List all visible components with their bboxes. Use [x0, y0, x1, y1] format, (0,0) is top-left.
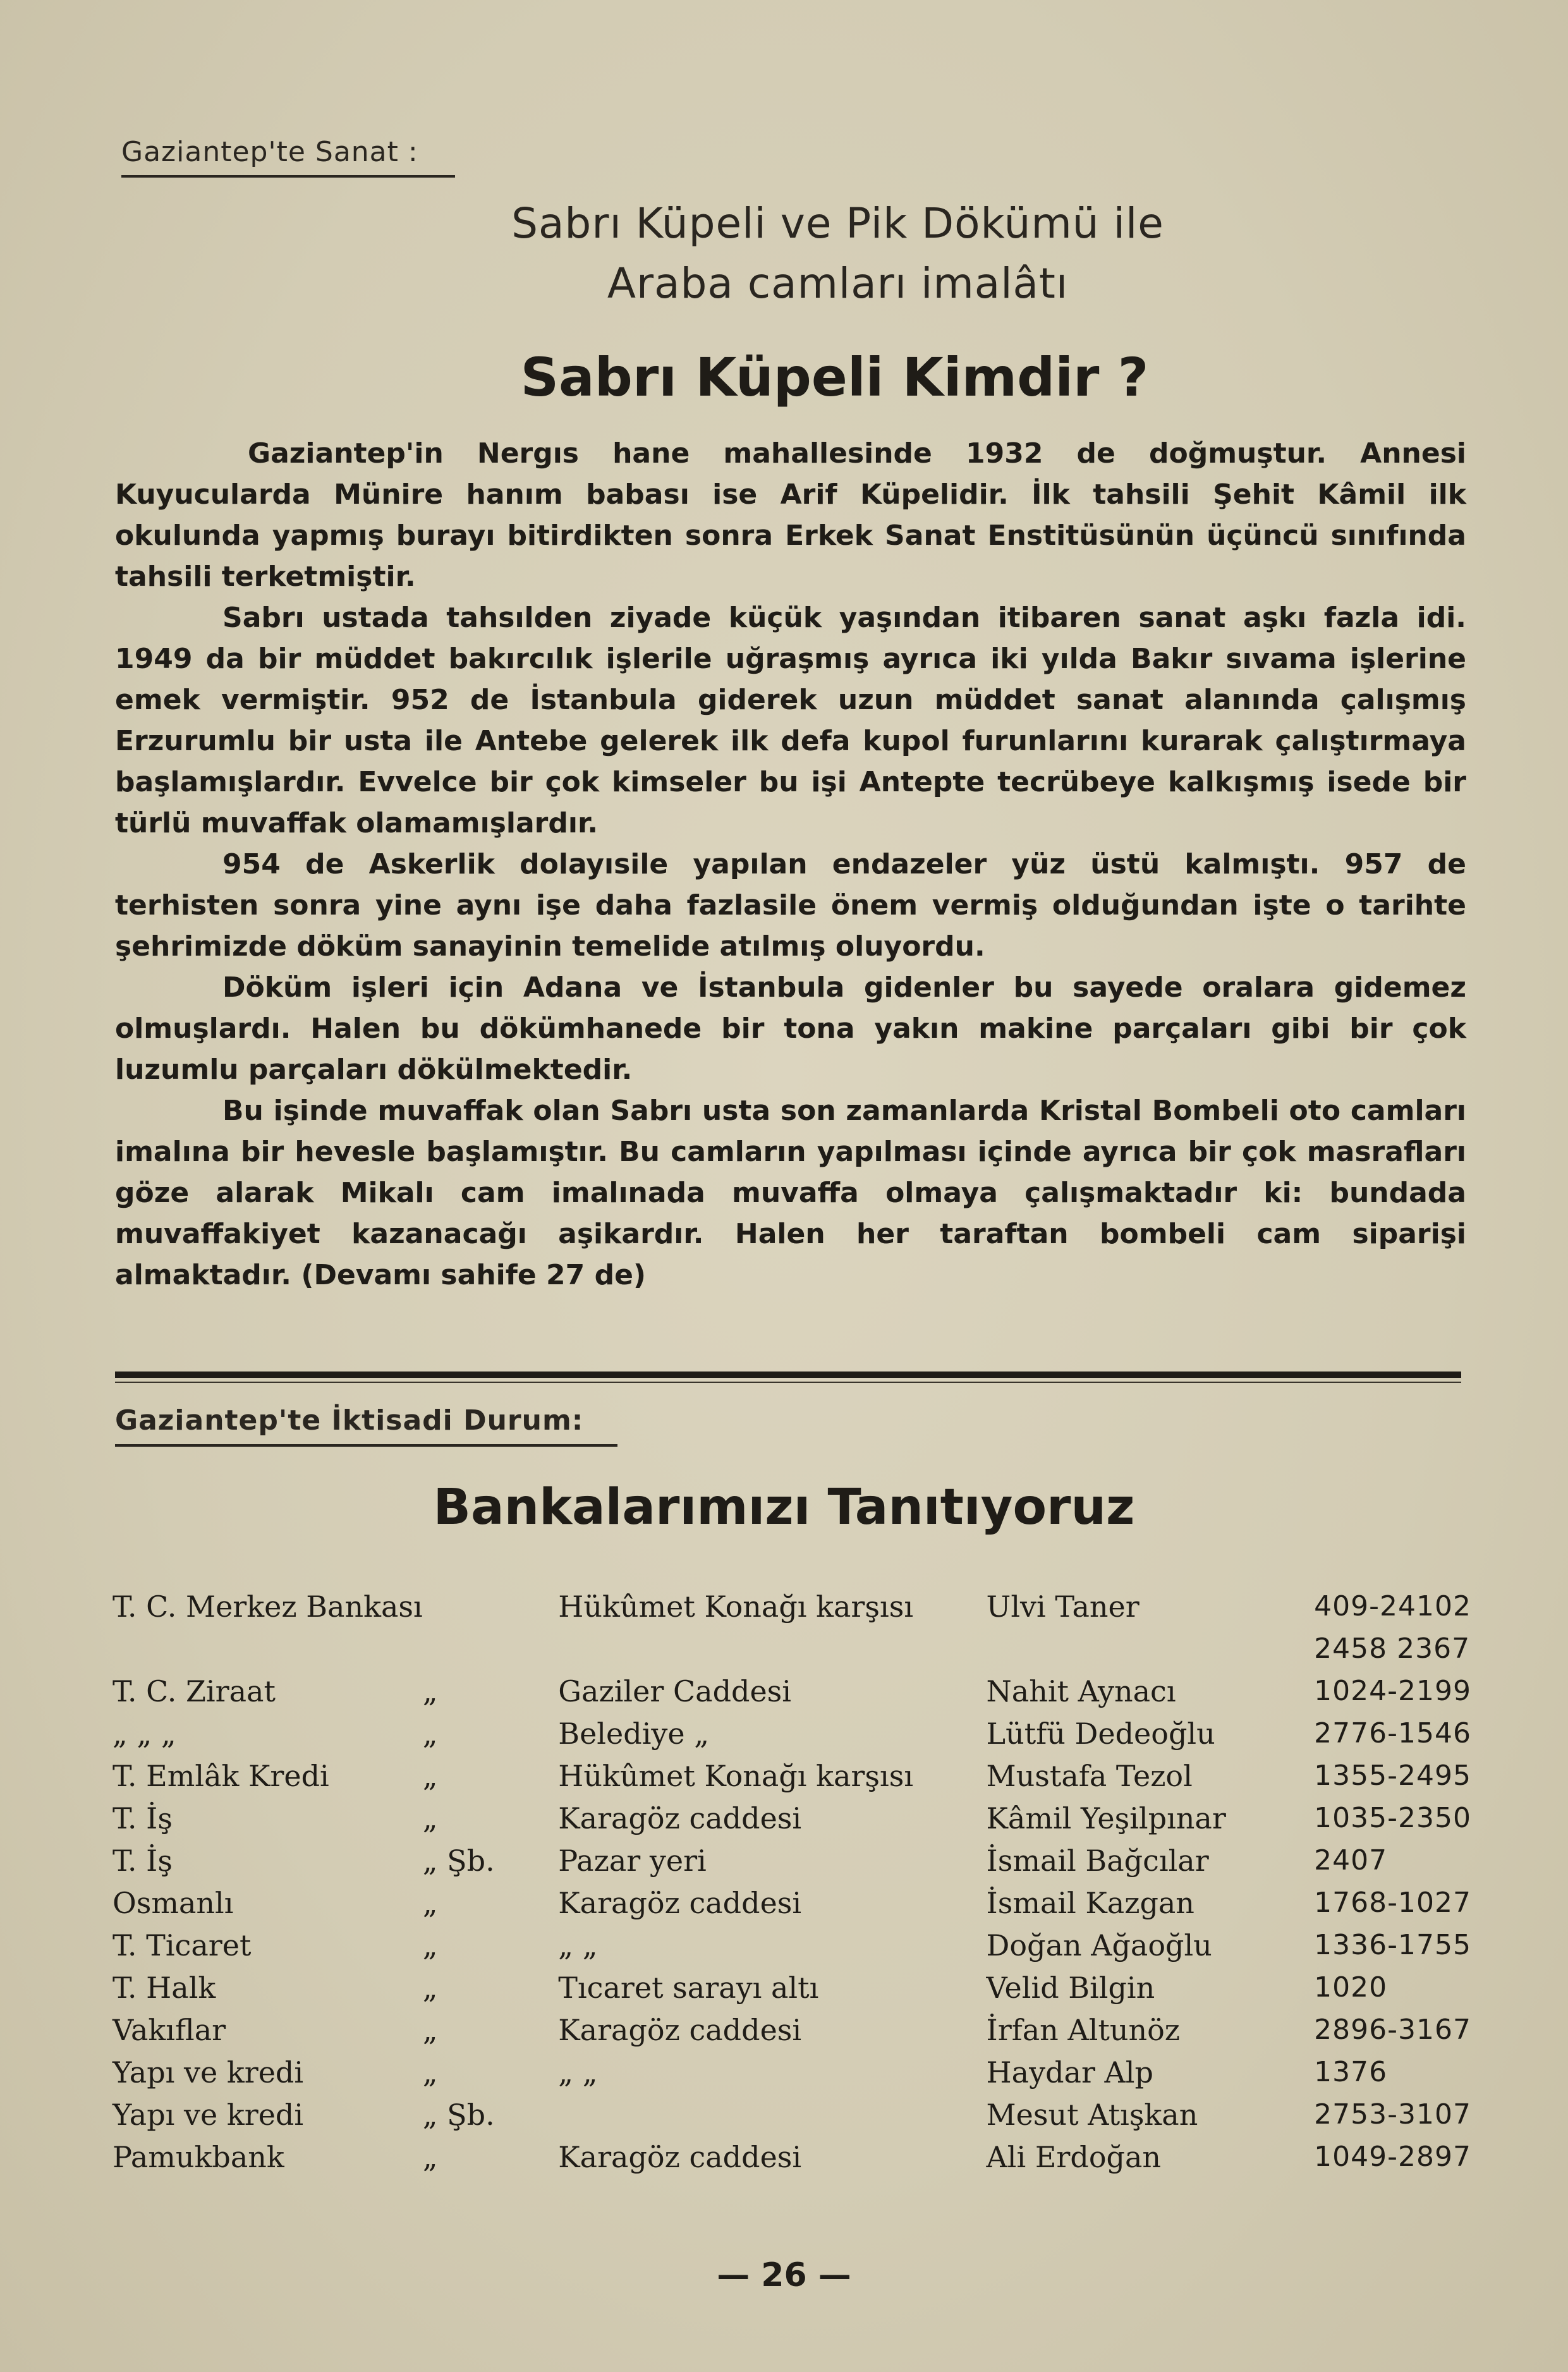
table-row [112, 1966, 1471, 2009]
ditto-mark-cell: „ [422, 1758, 438, 1793]
banks-title: Bankalarımızı Tanıtıyoruz [433, 1479, 1135, 1536]
bank-manager-cell: İsmail Kazgan [986, 1885, 1194, 1920]
section-label-economy: Gaziantep'te İktisadi Durum: [115, 1404, 584, 1437]
headline-line-2: Araba camları imalâtı [607, 259, 1069, 308]
bank-phone-cell: 409-24102 [1314, 1590, 1471, 1622]
table-row [112, 1670, 1471, 1712]
ditto-mark-cell [423, 1585, 559, 1627]
bank-manager-cell: Mesut Atışkan [986, 2097, 1198, 2132]
bank-manager-cell: Kâmil Yeşilpınar [986, 1801, 1226, 1835]
bank-manager-cell: Haydar Alp [986, 2055, 1153, 2089]
bank-address-cell [558, 2093, 986, 2136]
article-body [115, 433, 1466, 1296]
ditto-mark-cell: „ Şb. [422, 1843, 495, 1878]
table-row [112, 2051, 1471, 2093]
bank-address-cell: „ „ [558, 1928, 598, 1962]
bank-name-cell: Vakıflar [112, 2012, 226, 2047]
ditto-mark-cell: „ [422, 2012, 438, 2047]
bank-phone-cell: 1336-1755 [1314, 1929, 1471, 1961]
bank-name-cell: Pamukbank [112, 2139, 284, 2174]
bank-phone-cell: 2407 [1314, 1844, 1388, 1876]
section-label-underline [121, 175, 455, 178]
bank-name-cell: Osmanlı [112, 1885, 234, 1920]
ditto-mark-cell: „ [422, 2055, 438, 2089]
ditto-mark-cell: „ [422, 1716, 438, 1751]
table-row [112, 1839, 1471, 1882]
article-paragraph: Bu işinde muvaffak olan Sabrı usta son zamanlarda Kristal Bombeli oto camları imalına bir hevesle başlamıştır. Bu camların yapılması içinde ayrıca bir çok masrafları göze alarak Mikalı cam imalınada muvaffa olmaya çalışmaktadır ki: bundada muvaffakiyet kazanacağı aşikardır. Halen her taraftan bombeli cam siparişi almaktadır. (Devamı sahife 27 de) [115, 1095, 1466, 1291]
table-row [112, 1585, 1471, 1627]
bank-name-cell: T. C. Ziraat [112, 1674, 276, 1708]
section-label-art: Gaziantep'te Sanat : [121, 136, 418, 168]
bank-name-cell [112, 1627, 423, 1670]
table-row [112, 1627, 1471, 1670]
article-paragraph: 954 de Askerlik dolayısile yapılan endazeler yüz üstü kalmıştı. 957 de terhisten sonra yine aynı işe daha fazlasile önem vermiş olduğundan işte o tarihte şehrimizde döküm sanayinin temelide atılmış oluyordu. [115, 848, 1466, 963]
ditto-mark-cell: „ [422, 1928, 438, 1962]
ditto-mark-cell [423, 1627, 559, 1670]
table-row [112, 1882, 1471, 1924]
table-row [112, 1924, 1471, 1966]
bank-name-cell: T. İş [112, 1801, 173, 1835]
article-paragraph: Sabrı ustada tahsılden ziyade küçük yaşından itibaren sanat aşkı fazla idi. 1949 da bir müddet bakırcılık işlerile uğraşmış ayrıca iki yılda Bakır sıvama işlerine emek vermiştir. 952 de İstanbula giderek uzun müddet sanat alanında çalışmış Erzurumlu bir usta ile Antebe gelerek ilk defa kupol furunlarını kurarak çalıştırmaya başlamışlardır. Evvelce bir çok kimseler bu işi Antepte tecrübeye kalkışmış isede bir türlü muvaffak olamamışlardır. [115, 602, 1466, 839]
bank-name-cell: Yapı ve kredi [112, 2055, 304, 2089]
bank-name-cell: T. C. Merkez Bankası [112, 1589, 423, 1624]
table-row [112, 2136, 1471, 2178]
ditto-mark-cell: „ Şb. [422, 2097, 495, 2132]
page-number: — 26 — [717, 2256, 851, 2294]
bank-address-cell: Tıcaret sarayı altı [558, 1970, 819, 2005]
bank-name-cell: T. Ticaret [112, 1928, 252, 1962]
table-row [112, 2093, 1471, 2136]
bank-manager-cell: Doğan Ağaoğlu [986, 1928, 1212, 1962]
bank-manager-cell: İsmail Bağcılar [986, 1843, 1209, 1878]
ditto-mark-cell: „ [422, 1885, 438, 1920]
table-row [112, 2009, 1471, 2051]
bank-phone-cell: 1035-2350 [1314, 1802, 1471, 1834]
article-paragraph: Gaziantep'in Nergıs hane mahallesinde 1932 de doğmuştur. Annesi Kuyucularda Münire hanım babası ise Arif Küpelidir. İlk tahsili Şehit Kâmil ilk okulunda yapmış burayı bitirdikten sonra Erkek Sanat Enstitüsünün üçüncü sınıfında tahsili terketmiştir. [115, 437, 1466, 593]
table-row [112, 1712, 1471, 1755]
bank-manager-cell: Nahit Aynacı [986, 1674, 1176, 1708]
bank-phone-cell: 2896-3167 [1314, 2014, 1471, 2046]
economy-label-underline [115, 1444, 617, 1447]
bank-address-cell: Karagöz caddesi [558, 2012, 802, 2047]
bank-phone-cell: 1020 [1314, 1971, 1388, 2004]
bank-phone-cell: 1768-1027 [1314, 1887, 1471, 1919]
bank-phone-cell: 1355-2495 [1314, 1760, 1471, 1792]
bank-phone-cell: 2753-3107 [1314, 2098, 1471, 2131]
bank-address-cell: Karagöz caddesi [558, 1885, 802, 1920]
bank-address-cell: Gaziler Caddesi [558, 1674, 791, 1708]
table-row [112, 1797, 1471, 1839]
section-divider [115, 1372, 1461, 1378]
bank-name-cell: T. İş [112, 1843, 173, 1878]
bank-name-cell: T. Halk [112, 1970, 216, 2005]
bank-name-cell: T. Emlâk Kredi [112, 1758, 329, 1793]
article-title: Sabrı Küpeli Kimdir ? [520, 346, 1149, 408]
headline-line-1: Sabrı Küpeli ve Pik Dökümü ile [511, 199, 1164, 248]
bank-address-cell: „ „ [558, 2055, 598, 2089]
bank-address-cell: Pazar yeri [558, 1843, 707, 1878]
bank-manager-cell: Ulvi Taner [986, 1589, 1140, 1624]
bank-phone-cell: 1376 [1314, 2056, 1388, 2088]
bank-phone-cell: 1024-2199 [1314, 1675, 1471, 1707]
ditto-mark-cell: „ [422, 1674, 438, 1708]
bank-name-cell: „ „ „ [112, 1716, 176, 1751]
bank-manager-cell: Lütfü Dedeoğlu [986, 1716, 1215, 1751]
bank-address-cell: Belediye „ [558, 1716, 710, 1751]
bank-manager-cell [987, 1627, 1315, 1670]
bank-phone-cell: 2776-1546 [1314, 1717, 1471, 1749]
bank-address-cell: Karagöz caddesi [558, 1801, 802, 1835]
bank-address-cell: Hükûmet Konağı karşısı [558, 1589, 914, 1624]
bank-manager-cell: Mustafa Tezol [986, 1758, 1193, 1793]
bank-address-cell: Karagöz caddesi [558, 2139, 802, 2174]
ditto-mark-cell: „ [422, 1801, 438, 1835]
article-paragraph: Döküm işleri için Adana ve İstanbula gidenler bu sayede oralara gidemez olmuşlardı. Halen bu dökümhanede bir tona yakın makine parçaları gibi bir çok luzumlu parçaları dökülmektedir. [115, 971, 1466, 1086]
table-row [112, 1755, 1471, 1797]
bank-manager-cell: Ali Erdoğan [986, 2139, 1162, 2174]
ditto-mark-cell: „ [422, 2139, 438, 2174]
section-divider-thin [115, 1382, 1461, 1383]
banks-table [112, 1585, 1471, 2178]
bank-address-cell [558, 1627, 986, 1670]
bank-address-cell: Hükûmet Konağı karşısı [558, 1758, 914, 1793]
bank-phone-cell: 1049-2897 [1314, 2141, 1471, 2173]
bank-manager-cell: Velid Bilgin [986, 1970, 1155, 2005]
bank-name-cell: Yapı ve kredi [112, 2097, 304, 2132]
bank-phone-cell: 2458 2367 [1314, 1633, 1471, 1665]
bank-manager-cell: İrfan Altunöz [986, 2012, 1181, 2047]
ditto-mark-cell: „ [422, 1970, 438, 2005]
